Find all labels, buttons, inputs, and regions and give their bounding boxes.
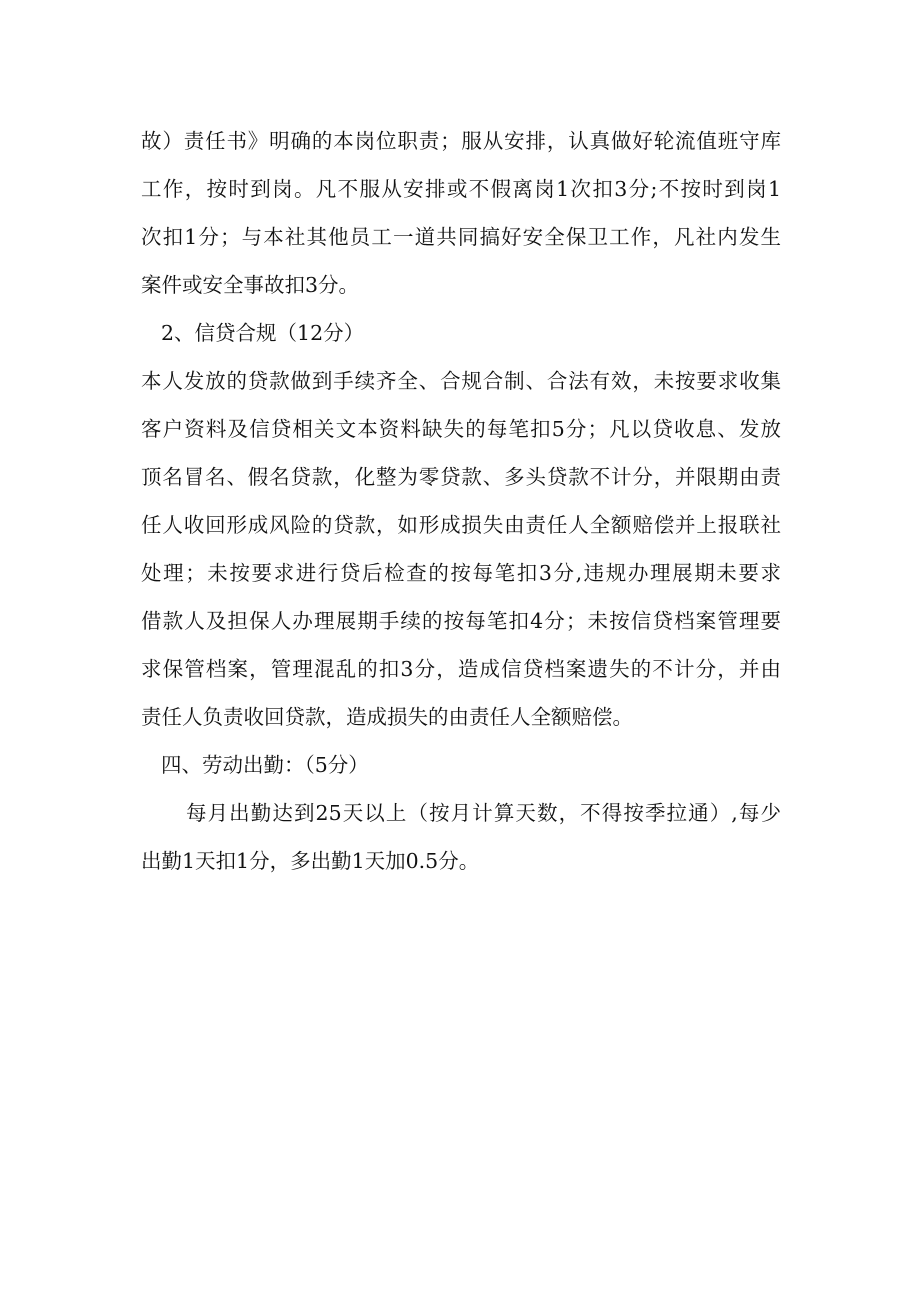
paragraph-line: 借款人及担保人办理展期手续的按每笔扣4分；未按信贷档案管理要 bbox=[141, 609, 781, 633]
paragraph-line: 任人收回形成风险的贷款，如形成损失由责任人全额赔偿并上报联社 bbox=[141, 513, 781, 537]
paragraph-line: 责任人负责收回贷款，造成损失的由责任人全额赔偿。 bbox=[141, 705, 633, 729]
paragraph-line: 客户资料及信贷相关文本资料缺失的每笔扣5分；凡以贷收息、发放 bbox=[141, 417, 781, 441]
section-heading-attendance: 四、劳动出勤：（5分） bbox=[161, 753, 369, 777]
paragraph-line: 故）责任书》明确的本岗位职责；服从安排，认真做好轮流值班守库 bbox=[141, 129, 781, 153]
paragraph-line: 顶名冒名、假名贷款，化整为零贷款、多头贷款不计分，并限期由责 bbox=[141, 465, 781, 489]
paragraph-line: 案件或安全事故扣3分。 bbox=[141, 273, 360, 297]
paragraph-line: 处理；未按要求进行贷后检查的按每笔扣3分,违规办理展期未要求 bbox=[141, 561, 781, 585]
section-heading-credit: 2、信贷合规（12分） bbox=[161, 321, 365, 345]
paragraph-line: 求保管档案，管理混乱的扣3分，造成信贷档案遗失的不计分，并由 bbox=[141, 657, 781, 681]
paragraph-line: 每月出勤达到25天以上（按月计算天数，不得按季拉通）,每少 bbox=[186, 801, 781, 825]
paragraph-line: 工作，按时到岗。凡不服从安排或不假离岗1次扣3分;不按时到岗1 bbox=[141, 177, 781, 201]
paragraph-line: 本人发放的贷款做到手续齐全、合规合制、合法有效，未按要求收集 bbox=[141, 369, 781, 393]
paragraph-line: 次扣1分；与本社其他员工一道共同搞好安全保卫工作，凡社内发生 bbox=[141, 225, 781, 249]
paragraph-line: 出勤1天扣1分，多出勤1天加0.5分。 bbox=[141, 849, 480, 873]
